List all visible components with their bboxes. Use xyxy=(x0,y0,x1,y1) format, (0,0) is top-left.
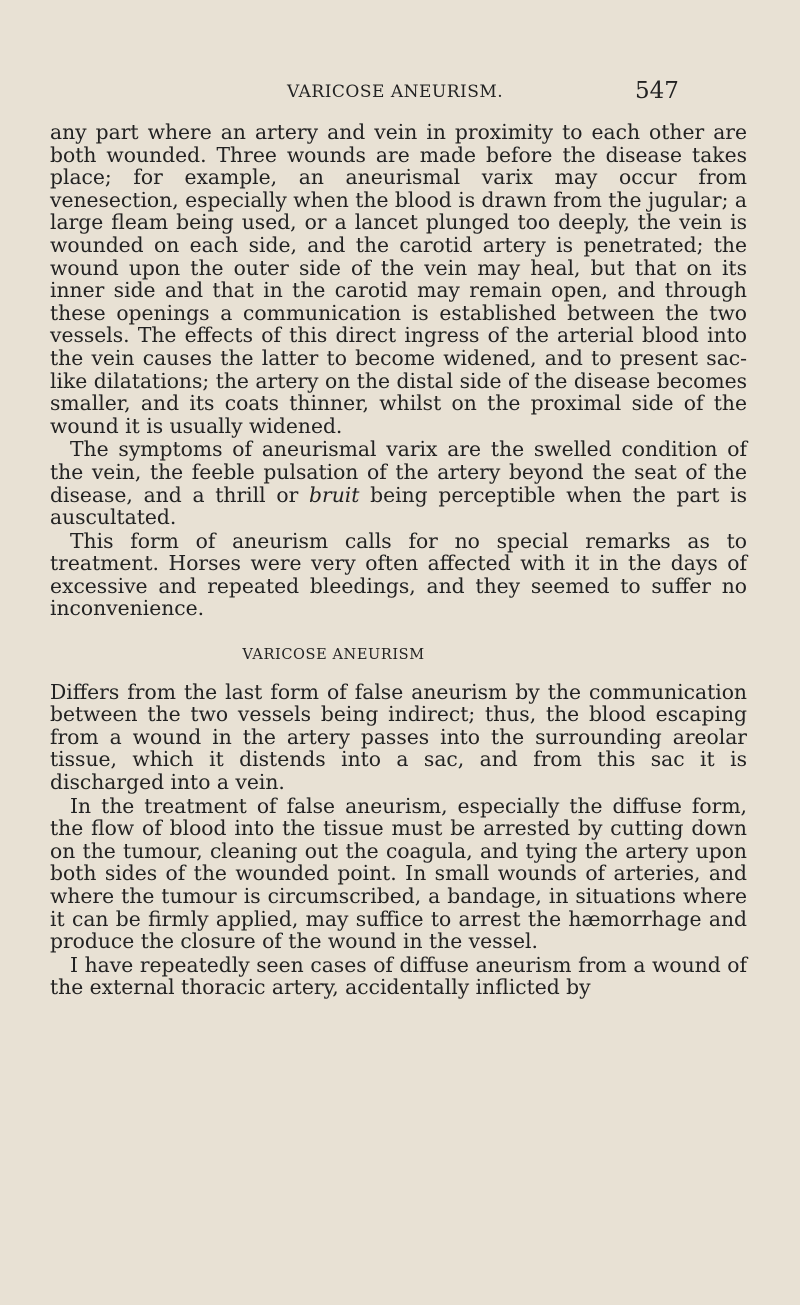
page-number: 547 xyxy=(635,78,679,104)
paragraph-symptoms xyxy=(50,438,747,528)
running-title: VARICOSE ANEURISM. xyxy=(287,82,504,102)
section-heading: VARICOSE ANEURISM xyxy=(242,647,425,664)
paragraph-continuation: any part where an artery and vein in proximity to each other are both wounded. Three wounds are made before the disease takes place; for example, an aneurismal varix may occur from venesection, especially when the blood is drawn from the jugular; a large fleam being used, or a lancet plunged too deeply, the vein is wounded on each side, and the carotid artery is penetrated; the wound upon the outer side of the vein may heal, but that on its inner side and that in the carotid may remain open, and through these openings a communication is established between the two vessels. The effects of this direct ingress of the arterial blood into the vein causes the latter to become widened, and to present sac-like dilatations; the artery on the distal side of the disease becomes smaller, and its coats thinner, whilst on the proximal side of the wound it is usually widened. xyxy=(50,120,747,438)
symptoms-text-start: The symptoms of aneurismal varix are the swelled condition of the vein, the feeble pulsation of the artery beyond the seat of the disease, and a thrill or xyxy=(50,437,747,507)
paragraph-false-aneurism-treatment: In the treatment of false aneurism, especially the diffuse form, the flow of blood into the tissue must be arrested by cutting down on the tumour, cleaning out the coagula, and tying the artery upon both sides of the wounded point. In small wounds of arteries, and where the tumour is circumscribed, a bandage, in situations where it can be firmly applied, may suffice to arrest the hæmorrhage and produce the closure of the wound in the vessel. xyxy=(50,793,747,954)
body-text xyxy=(50,121,747,999)
paragraph-cases: I have repeatedly seen cases of diffuse aneurism from a wound of the external thoracic artery, accidentally inflicted by xyxy=(50,952,747,1000)
paragraph-definition: Differs from the last form of false aneurism by the communication between the two vessels being indirect; thus, the blood escaping from a wound in the artery passes into the surrounding areolar tissue, which it distends into a sac, and from this sac it is discharged into a vein. xyxy=(50,679,747,795)
paragraph-treatment: This form of aneurism calls for no special remarks as to treatment. Horses were very often affected with it in the days of excessive and repeated bleedings, and they seemed to suffer no inconvenience. xyxy=(50,528,747,621)
symptoms-text-end: being perceptible when the part is auscultated. xyxy=(50,482,747,530)
running-head xyxy=(0,78,800,108)
symptoms-italic-term: bruit xyxy=(309,482,360,507)
